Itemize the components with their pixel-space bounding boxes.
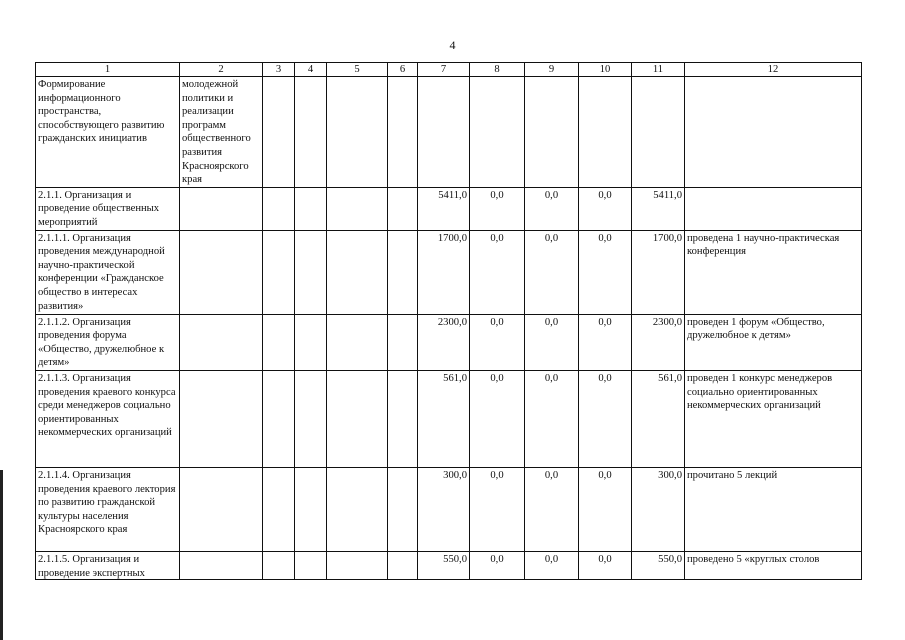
row-responsible xyxy=(180,187,263,230)
row-col3 xyxy=(263,77,295,188)
row-col5 xyxy=(327,77,388,188)
row-result xyxy=(685,187,862,230)
row-col6 xyxy=(388,187,418,230)
table-row xyxy=(36,370,862,467)
row-result: проведено 5 «круглых столов xyxy=(685,551,862,579)
row-col4 xyxy=(295,230,327,314)
row-responsible: молодежной политики и реализации программ общественного развития Красноярского края xyxy=(180,77,263,188)
row-col9: 0,0 xyxy=(525,551,579,579)
row-col9: 0,0 xyxy=(525,314,579,370)
row-result: проведен 1 конкурс менеджеров социально ориентированных некоммерческих организаций xyxy=(685,370,862,467)
row-total: 561,0 xyxy=(418,370,470,467)
row-total xyxy=(418,77,470,188)
row-col11: 1700,0 xyxy=(632,230,685,314)
row-col6 xyxy=(388,551,418,579)
row-total: 1700,0 xyxy=(418,230,470,314)
row-col3 xyxy=(263,370,295,467)
row-col11: 550,0 xyxy=(632,551,685,579)
header-cell-9: 9 xyxy=(525,63,579,77)
row-col10: 0,0 xyxy=(579,230,632,314)
row-col6 xyxy=(388,77,418,188)
row-description: 2.1.1.4. Организация проведения краевого лектория по развитию гражданской культуры населения Красноярского края xyxy=(36,467,180,551)
row-col11 xyxy=(632,77,685,188)
row-col9: 0,0 xyxy=(525,467,579,551)
row-col4 xyxy=(295,187,327,230)
row-col10: 0,0 xyxy=(579,551,632,579)
row-col6 xyxy=(388,314,418,370)
header-cell-1: 1 xyxy=(36,63,180,77)
row-col8: 0,0 xyxy=(470,314,525,370)
table-row xyxy=(36,77,862,188)
row-result: прочитано 5 лекций xyxy=(685,467,862,551)
row-col10 xyxy=(579,77,632,188)
header-cell-12: 12 xyxy=(685,63,862,77)
row-result xyxy=(685,77,862,188)
row-col4 xyxy=(295,370,327,467)
row-description xyxy=(36,551,180,579)
row-total: 550,0 xyxy=(418,551,470,579)
header-cell-6: 6 xyxy=(388,63,418,77)
row-col4 xyxy=(295,77,327,188)
row-col11: 2300,0 xyxy=(632,314,685,370)
header-cell-7: 7 xyxy=(418,63,470,77)
header-cell-11: 11 xyxy=(632,63,685,77)
row-col9: 0,0 xyxy=(525,230,579,314)
row-responsible xyxy=(180,551,263,579)
row-description: 2.1.1. Организация и проведение общественных мероприятий xyxy=(36,187,180,230)
table-row xyxy=(36,467,862,551)
row-col6 xyxy=(388,467,418,551)
row-col5 xyxy=(327,187,388,230)
row-col11: 300,0 xyxy=(632,467,685,551)
row-total: 2300,0 xyxy=(418,314,470,370)
row-total: 5411,0 xyxy=(418,187,470,230)
row-col5 xyxy=(327,551,388,579)
row-col8 xyxy=(470,77,525,188)
row-description: 2.1.1.2. Организация проведения форума «Общество, дружелюбное к детям» xyxy=(36,314,180,370)
page-number: 4 xyxy=(449,38,456,52)
row-col10: 0,0 xyxy=(579,314,632,370)
header-cell-8: 8 xyxy=(470,63,525,77)
budget-table xyxy=(35,62,862,580)
row-description-text: 2.1.1.5. Организация и проведение экспертных xyxy=(38,553,145,579)
row-col4 xyxy=(295,467,327,551)
row-col3 xyxy=(263,551,295,579)
row-responsible xyxy=(180,467,263,551)
row-result: проведена 1 научно-практическая конференция xyxy=(685,230,862,314)
row-col6 xyxy=(388,370,418,467)
row-col8: 0,0 xyxy=(470,370,525,467)
table-row xyxy=(36,187,862,230)
row-responsible xyxy=(180,230,263,314)
row-col8: 0,0 xyxy=(470,551,525,579)
row-description: 2.1.1.1. Организация проведения международной научно-практической конференции «Гражданское общество в интересах развития» xyxy=(36,230,180,314)
row-total: 300,0 xyxy=(418,467,470,551)
table-row xyxy=(36,230,862,314)
header-cell-2: 2 xyxy=(180,63,263,77)
row-col11: 5411,0 xyxy=(632,187,685,230)
header-cell-10: 10 xyxy=(579,63,632,77)
row-result: проведен 1 форум «Общество, дружелюбное к детям» xyxy=(685,314,862,370)
row-description: 2.1.1.3. Организация проведения краевого конкурса среди менеджеров социально ориентированных некоммерческих организаций xyxy=(36,370,180,467)
row-col10: 0,0 xyxy=(579,467,632,551)
header-row xyxy=(36,63,862,77)
table-row xyxy=(36,551,862,579)
row-col8: 0,0 xyxy=(470,230,525,314)
row-col3 xyxy=(263,187,295,230)
row-description: Формирование информационного пространства, способствующего развитию гражданских инициатив xyxy=(36,77,180,188)
row-col10: 0,0 xyxy=(579,370,632,467)
row-col11: 561,0 xyxy=(632,370,685,467)
row-col3 xyxy=(263,314,295,370)
row-col5 xyxy=(327,370,388,467)
scan-edge-mark xyxy=(0,470,3,640)
table-row xyxy=(36,314,862,370)
row-col9 xyxy=(525,77,579,188)
row-col5 xyxy=(327,467,388,551)
row-col4 xyxy=(295,551,327,579)
header-cell-3: 3 xyxy=(263,63,295,77)
row-col3 xyxy=(263,467,295,551)
header-cell-5: 5 xyxy=(327,63,388,77)
row-col8: 0,0 xyxy=(470,187,525,230)
row-col9: 0,0 xyxy=(525,187,579,230)
row-col6 xyxy=(388,230,418,314)
row-col5 xyxy=(327,230,388,314)
row-col10: 0,0 xyxy=(579,187,632,230)
row-col8: 0,0 xyxy=(470,467,525,551)
row-col5 xyxy=(327,314,388,370)
row-responsible xyxy=(180,370,263,467)
row-col4 xyxy=(295,314,327,370)
row-col3 xyxy=(263,230,295,314)
row-responsible xyxy=(180,314,263,370)
header-cell-4: 4 xyxy=(295,63,327,77)
row-col9: 0,0 xyxy=(525,370,579,467)
